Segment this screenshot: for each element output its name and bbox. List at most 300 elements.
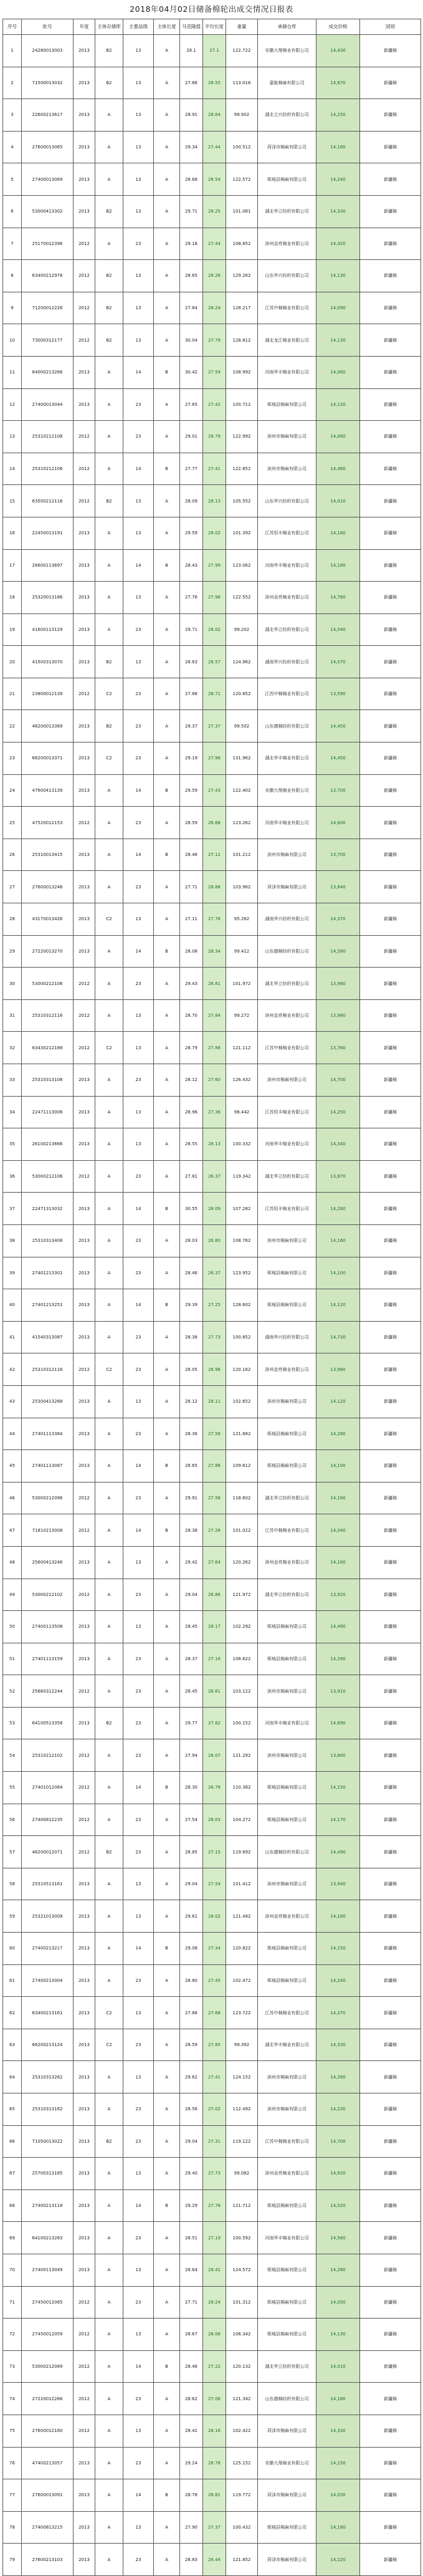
table-row <box>3 2158 421 2190</box>
table-cell: 63430212188 <box>22 1032 74 1064</box>
table-cell: 14,450 <box>316 743 360 775</box>
table-cell: 28.03 <box>203 1804 226 1836</box>
table-cell: 110.382 <box>226 1772 258 1804</box>
table-cell: 106.342 <box>226 2319 258 2351</box>
table-cell: 4 <box>3 131 22 163</box>
table-cell: A <box>154 2447 180 2479</box>
table-cell: 新疆棉 <box>360 1353 421 1386</box>
column-header: 重量 <box>226 19 258 35</box>
table-cell: 新疆棉 <box>360 1900 421 1933</box>
table-cell: 27400013044 <box>22 388 74 421</box>
table-cell: 13 <box>123 2319 154 2351</box>
table-cell: 26.37 <box>203 1257 226 1289</box>
table-cell: A <box>154 2125 180 2158</box>
table-cell: 14,060 <box>316 356 360 388</box>
table-row <box>3 2319 421 2351</box>
table-cell: 76 <box>3 2447 22 2479</box>
table-cell: A <box>154 2383 180 2415</box>
table-cell: 25310212108 <box>22 421 74 453</box>
table-row <box>3 839 421 871</box>
table-cell: 14,620 <box>316 2158 360 2190</box>
table-cell: 湖北立兴纺织有限公司 <box>258 99 316 132</box>
table-cell: 25310313162 <box>22 2093 74 2126</box>
table-cell: 14 <box>3 453 22 485</box>
table-cell: 27.19 <box>203 2222 226 2254</box>
table-cell: 23 <box>123 2029 154 2061</box>
table-cell: A <box>154 1353 180 1386</box>
table-cell: A <box>95 1804 123 1836</box>
table-cell: 2012 <box>74 292 95 324</box>
table-cell: 14,730 <box>316 1321 360 1353</box>
table-row <box>3 903 421 936</box>
table-cell: 27401012064 <box>22 1772 74 1804</box>
table-row <box>3 2511 421 2544</box>
table-cell: 63400212978 <box>22 260 74 292</box>
table-cell: A <box>154 2222 180 2254</box>
table-cell: 39 <box>3 1257 22 1289</box>
table-cell: 23 <box>123 1643 154 1675</box>
table-row <box>3 1418 421 1450</box>
table-cell: 安徽九翔棉业有限公司 <box>258 2447 316 2479</box>
table-cell: 14,330 <box>316 2415 360 2447</box>
table-cell: 26.79 <box>203 421 226 453</box>
table-cell: 滨州金亮棉业有限公司 <box>258 1900 316 1933</box>
table-cell: 27400812235 <box>22 1804 74 1836</box>
table-cell: 70 <box>3 2254 22 2286</box>
table-cell: 江苏恒丰棉业有限公司 <box>258 1193 316 1225</box>
table-cell: 23 <box>123 1257 154 1289</box>
table-cell: 108.622 <box>226 1643 258 1675</box>
table-cell: 121.852 <box>226 2544 258 2576</box>
table-cell: 27.76 <box>180 582 203 614</box>
table-cell: 滨州市棉麻有限公司 <box>258 1224 316 1257</box>
table-cell: A <box>154 2286 180 2319</box>
table-cell: B2 <box>95 2125 123 2158</box>
table-cell: 江苏中棉棉业有限公司 <box>258 1514 316 1547</box>
table-cell: 13 <box>123 99 154 132</box>
table-cell: 28.51 <box>180 2222 203 2254</box>
table-cell: A <box>154 2254 180 2286</box>
table-cell: 27220012266 <box>22 2383 74 2415</box>
table-cell: 99.392 <box>226 2029 258 2061</box>
table-cell: 28.78 <box>180 2479 203 2512</box>
table-cell: 73000312177 <box>22 324 74 357</box>
table-cell: 滨州市棉麻有限公司 <box>258 839 316 871</box>
table-cell: 112.492 <box>226 2093 258 2126</box>
table-row <box>3 260 421 292</box>
table-cell: 124.572 <box>226 2254 258 2286</box>
table-cell: A <box>154 131 180 163</box>
table-cell: 54 <box>3 1739 22 1772</box>
table-cell: 23 <box>3 743 22 775</box>
table-cell: 郓城县棉麻有限公司 <box>258 2319 316 2351</box>
table-cell: 29.04 <box>180 1579 203 1611</box>
table-cell: 26100213666 <box>22 1128 74 1161</box>
table-cell: 124.962 <box>226 646 258 678</box>
table-cell: 23 <box>123 807 154 839</box>
table-cell: 10 <box>3 324 22 357</box>
table-cell: 65 <box>3 2093 22 2126</box>
table-cell: 郓城县棉麻有限公司 <box>258 1289 316 1322</box>
table-cell: A <box>95 356 123 388</box>
table-cell: 29.08 <box>180 1933 203 1965</box>
table-cell: 101.412 <box>226 1868 258 1900</box>
table-cell: 新疆棉 <box>360 1546 421 1579</box>
table-cell: 28.24 <box>203 2286 226 2319</box>
table-row <box>3 1997 421 2029</box>
table-cell: 27.90 <box>180 2511 203 2544</box>
table-cell: 102.422 <box>226 2415 258 2447</box>
column-header: 年度 <box>74 19 95 35</box>
table-cell: 郓城县棉麻有限公司 <box>258 163 316 196</box>
table-cell: 121.342 <box>226 2383 258 2415</box>
table-cell: 44 <box>3 1418 22 1450</box>
table-cell: 27.94 <box>180 1739 203 1772</box>
table-cell: B2 <box>95 1836 123 1868</box>
table-cell: 20 <box>3 646 22 678</box>
table-cell: A <box>95 421 123 453</box>
table-cell: 28.38 <box>180 1514 203 1547</box>
table-cell: C2 <box>95 903 123 936</box>
table-cell: A <box>95 1933 123 1965</box>
table-cell: A <box>154 1224 180 1257</box>
table-cell: 2013 <box>74 935 95 968</box>
table-cell: A <box>95 935 123 968</box>
table-row <box>3 131 421 163</box>
table-cell: 29.42 <box>180 1546 203 1579</box>
table-cell: A <box>95 1450 123 1483</box>
table-cell: 27.28 <box>203 1514 226 1547</box>
table-cell: 63400213161 <box>22 1997 74 2029</box>
table-cell: 13,920 <box>316 1579 360 1611</box>
table-cell: 新疆棉 <box>360 807 421 839</box>
table-cell: A <box>95 2544 123 2576</box>
table-cell: 28.02 <box>203 1900 226 1933</box>
table-cell: 13,590 <box>316 678 360 710</box>
table-cell: 102.292 <box>226 1611 258 1643</box>
table-cell: 60 <box>3 1933 22 1965</box>
table-cell: 105.552 <box>226 485 258 517</box>
table-cell: 29.18 <box>180 228 203 260</box>
table-cell: 13,910 <box>316 1675 360 1708</box>
table-cell: A <box>95 1643 123 1675</box>
table-cell: 13 <box>123 324 154 357</box>
table-cell: 江苏中棉棉业有限公司 <box>258 292 316 324</box>
table-cell: A <box>95 613 123 646</box>
table-cell: 41 <box>3 1321 22 1353</box>
table-row <box>3 453 421 485</box>
table-cell: A <box>154 1868 180 1900</box>
table-cell: 14,230 <box>316 2093 360 2126</box>
table-cell: 山东德棉纺织有限公司 <box>258 710 316 743</box>
table-cell: 28.85 <box>180 1836 203 1868</box>
table-row <box>3 421 421 453</box>
table-cell: 25320013186 <box>22 582 74 614</box>
table-cell: B2 <box>95 260 123 292</box>
table-cell: 13 <box>123 1868 154 1900</box>
table-cell: 28.64 <box>203 99 226 132</box>
table-cell: 13 <box>123 1546 154 1579</box>
table-cell: 26.80 <box>203 1224 226 1257</box>
table-cell: 102.472 <box>226 1964 258 1997</box>
table-cell: 14,760 <box>316 582 360 614</box>
table-cell: 14 <box>123 1193 154 1225</box>
table-cell: A <box>154 2093 180 2126</box>
table-cell: 41540313087 <box>22 1321 74 1353</box>
report-sheet <box>2 0 421 2576</box>
table-cell: C2 <box>95 1997 123 2029</box>
table-cell: 25310313262 <box>22 2061 74 2093</box>
table-cell: 滨州市棉麻有限公司 <box>258 2093 316 2126</box>
table-cell: 江苏中棉棉业有限公司 <box>258 1032 316 1064</box>
table-cell: 滨州市棉麻有限公司 <box>258 1868 316 1900</box>
table-cell: 郓城县棉麻有限公司 <box>258 2286 316 2319</box>
table-cell: 2013 <box>74 646 95 678</box>
table-cell: 23 <box>123 2447 154 2479</box>
table-cell: A <box>154 1385 180 1418</box>
table-cell: 26 <box>3 839 22 871</box>
table-cell: 22600213617 <box>22 99 74 132</box>
table-cell: 122.722 <box>226 35 258 67</box>
table-cell: B <box>154 1450 180 1483</box>
table-row <box>3 2189 421 2222</box>
table-cell: 新疆棉 <box>360 2029 421 2061</box>
table-cell: 14,280 <box>316 2254 360 2286</box>
table-cell: 5 <box>3 163 22 196</box>
table-cell: 26.81 <box>203 968 226 1000</box>
table-cell: 28.83 <box>180 2544 203 2576</box>
table-cell: 108.762 <box>226 1224 258 1257</box>
table-cell: 18 <box>3 582 22 614</box>
table-cell: 25170012396 <box>22 228 74 260</box>
table-cell: 28.91 <box>180 99 203 132</box>
table-cell: 27.78 <box>203 2189 226 2222</box>
table-cell: 山东德棉纺织有限公司 <box>258 1836 316 1868</box>
table-cell: 28.43 <box>180 549 203 582</box>
table-cell: 13 <box>123 2158 154 2190</box>
table-cell: 湖北华立纺织有限公司 <box>258 1160 316 1193</box>
table-cell: B2 <box>95 324 123 357</box>
table-cell: B <box>154 935 180 968</box>
table-cell: 27400813215 <box>22 2511 74 2544</box>
table-cell: 27.54 <box>203 1868 226 1900</box>
table-cell: 新疆棉 <box>360 1289 421 1322</box>
table-cell: 2012 <box>74 228 95 260</box>
table-cell: 27.81 <box>180 1160 203 1193</box>
table-cell: 100.592 <box>226 2222 258 2254</box>
table-cell: 湖北华立纺织有限公司 <box>258 1482 316 1514</box>
table-cell: 2013 <box>74 67 95 99</box>
table-cell: A <box>154 2415 180 2447</box>
table-cell: 新疆棉 <box>360 388 421 421</box>
table-cell: 101.392 <box>226 517 258 549</box>
table-cell: 新疆棉 <box>360 1160 421 1193</box>
table-cell: 14,150 <box>316 1933 360 1965</box>
table-cell: A <box>95 2383 123 2415</box>
table-cell: A <box>95 582 123 614</box>
table-cell: 27.22 <box>203 2350 226 2383</box>
table-cell: 29.71 <box>180 613 203 646</box>
table-cell: 47600413139 <box>22 774 74 807</box>
table-cell: 48 <box>3 1546 22 1579</box>
table-cell: 27401113384 <box>22 1418 74 1450</box>
table-row <box>3 807 421 839</box>
table-cell: 27.31 <box>203 2125 226 2158</box>
table-cell: 27.44 <box>203 131 226 163</box>
table-cell: 13 <box>123 1032 154 1064</box>
table-cell: 13 <box>123 195 154 228</box>
table-cell: 27.77 <box>180 453 203 485</box>
table-cell: A <box>95 2479 123 2512</box>
table-cell: 27.12 <box>203 839 226 871</box>
table-cell: 121.682 <box>226 1418 258 1450</box>
table-cell: 23 <box>123 2125 154 2158</box>
table-cell: 6 <box>3 195 22 228</box>
table-cell: 23 <box>123 1160 154 1193</box>
table-cell: 121.492 <box>226 1900 258 1933</box>
table-cell: 28 <box>3 903 22 936</box>
table-cell: A <box>154 1997 180 2029</box>
table-cell: 27.06 <box>203 2383 226 2415</box>
table-row <box>3 1482 421 1514</box>
table-cell: 53000212102 <box>22 1579 74 1611</box>
table-cell: A <box>154 388 180 421</box>
table-cell: 120.262 <box>226 1546 258 1579</box>
table-cell: 2013 <box>74 903 95 936</box>
table-cell: 72 <box>3 2319 22 2351</box>
table-cell: 25310312116 <box>22 1353 74 1386</box>
table-cell: 120.852 <box>226 678 258 710</box>
table-cell: 99.412 <box>226 935 258 968</box>
table-cell: 28.65 <box>180 260 203 292</box>
table-cell: 25 <box>3 807 22 839</box>
table-cell: 新疆棉 <box>360 1385 421 1418</box>
table-cell: A <box>154 613 180 646</box>
table-cell: 51 <box>3 1643 22 1675</box>
table-cell: A <box>154 35 180 67</box>
table-cell: 25300413268 <box>22 1385 74 1418</box>
table-cell: 14,090 <box>316 292 360 324</box>
table-cell: 2013 <box>74 517 95 549</box>
table-cell: 27.71 <box>180 2286 203 2319</box>
table-cell: 27 <box>3 871 22 903</box>
table-cell: 120.162 <box>226 1353 258 1386</box>
table-cell: 新疆棉 <box>360 1193 421 1225</box>
table-cell: 新疆棉 <box>360 1450 421 1483</box>
table-cell: 新疆棉 <box>360 646 421 678</box>
table-cell: 新疆棉 <box>360 968 421 1000</box>
table-cell: 13 <box>123 1128 154 1161</box>
table-cell: 42 <box>3 1353 22 1386</box>
table-cell: 2013 <box>74 549 95 582</box>
table-cell: 28.41 <box>180 2415 203 2447</box>
table-cell: 128.602 <box>226 1289 258 1322</box>
table-cell: 27401113159 <box>22 1643 74 1675</box>
table-cell: 27.54 <box>203 356 226 388</box>
table-cell: 25310513161 <box>22 1868 74 1900</box>
table-cell: 湖北龙江棉业有限公司 <box>258 324 316 357</box>
table-cell: 滨州市棉麻有限公司 <box>258 1385 316 1418</box>
table-cell: C2 <box>95 743 123 775</box>
table-cell: 新疆棉 <box>360 2383 421 2415</box>
table-cell: 26600113697 <box>22 549 74 582</box>
table-cell: 2013 <box>74 2511 95 2544</box>
table-cell: 郓城县棉麻有限公司 <box>258 1804 316 1836</box>
table-cell: 28.09 <box>203 1193 226 1225</box>
table-cell: A <box>95 131 123 163</box>
table-cell: 25310313108 <box>22 1064 74 1097</box>
table-cell: 52 <box>3 1675 22 1708</box>
table-row <box>3 1546 421 1579</box>
table-cell: A <box>154 517 180 549</box>
table-cell: A <box>154 2544 180 2576</box>
table-cell: 14,150 <box>316 2447 360 2479</box>
table-cell: 24280013003 <box>22 35 74 67</box>
table-cell: 14,150 <box>316 1772 360 1804</box>
table-cell: 2013 <box>74 2254 95 2286</box>
table-cell: 102.652 <box>226 1385 258 1418</box>
table-cell: 27.96 <box>203 743 226 775</box>
table-cell: 14,250 <box>316 1096 360 1128</box>
table-cell: 2013 <box>74 2029 95 2061</box>
table-cell: B <box>154 1772 180 1804</box>
table-cell: 29.04 <box>180 2125 203 2158</box>
table-cell: 38 <box>3 1224 22 1257</box>
table-cell: A <box>95 1418 123 1450</box>
table-cell: 122.572 <box>226 163 258 196</box>
table-cell: 14,460 <box>316 453 360 485</box>
table-row <box>3 388 421 421</box>
table-cell: A <box>95 871 123 903</box>
table-cell: 2013 <box>74 356 95 388</box>
table-cell: A <box>95 774 123 807</box>
table-cell: 24 <box>3 774 22 807</box>
table-cell: 27600012160 <box>22 2415 74 2447</box>
table-cell: 湖北华立纺织有限公司 <box>258 2350 316 2383</box>
table-cell: 101.081 <box>226 195 258 228</box>
table-cell: 14,010 <box>316 2350 360 2383</box>
table-cell: A <box>95 2222 123 2254</box>
table-cell: 14,250 <box>316 99 360 132</box>
table-cell: 28.16 <box>203 2415 226 2447</box>
table-cell: 13 <box>123 1611 154 1643</box>
table-cell: 13 <box>123 2061 154 2093</box>
table-cell: 13,940 <box>316 1868 360 1900</box>
table-cell: 43 <box>3 1385 22 1418</box>
table-cell: 新疆棉 <box>360 1611 421 1643</box>
table-cell: 113.016 <box>226 67 258 99</box>
table-cell: 14,670 <box>316 67 360 99</box>
table-cell: A <box>154 485 180 517</box>
table-cell: 新疆棉 <box>360 2350 421 2383</box>
table-cell: 27400113508 <box>22 1611 74 1643</box>
table-cell: A <box>95 1482 123 1514</box>
table-cell: 新疆棉 <box>360 2189 421 2222</box>
table-row <box>3 356 421 388</box>
table-cell: A <box>95 1546 123 1579</box>
table-cell: A <box>154 1964 180 1997</box>
table-cell: 15 <box>3 485 22 517</box>
table-cell: 41600113129 <box>22 613 74 646</box>
table-cell: 27.86 <box>203 1450 226 1483</box>
table-cell: B <box>154 356 180 388</box>
table-cell: A <box>95 2093 123 2126</box>
table-cell: 61 <box>3 1964 22 1997</box>
table-cell: 新疆棉 <box>360 356 421 388</box>
table-cell: 滨州金亮棉业有限公司 <box>258 2158 316 2190</box>
table-cell: 28.13 <box>203 1128 226 1161</box>
table-cell: 13 <box>123 35 154 67</box>
